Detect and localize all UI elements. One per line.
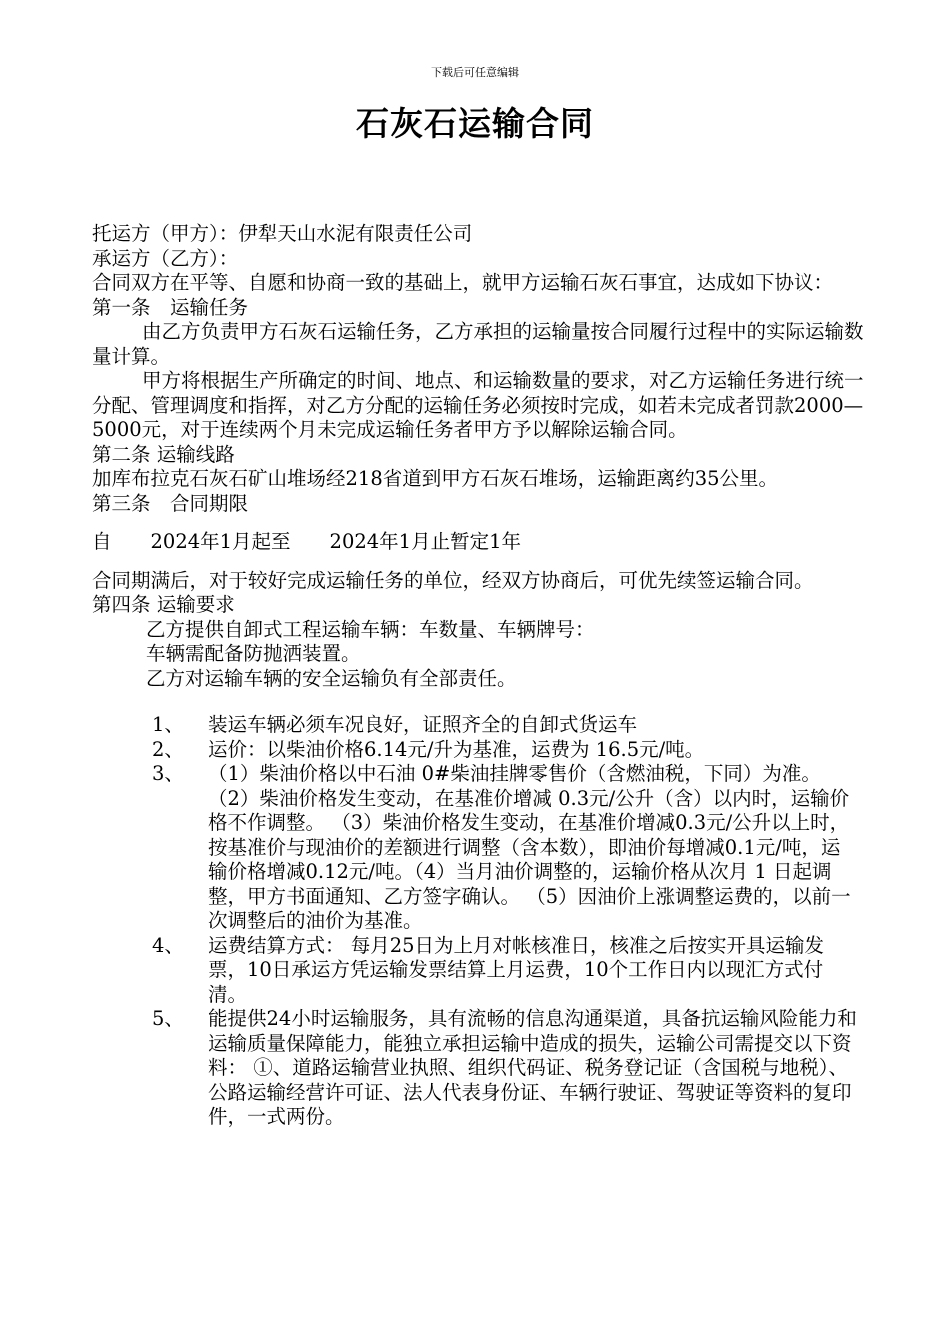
article-4-heading: 第四条 运输要求 <box>92 593 235 616</box>
list-item <box>92 738 872 763</box>
list-item-number: 5、 <box>152 1007 184 1030</box>
list-item <box>92 934 872 1008</box>
article-4-line-3: 乙方对运输车辆的安全运输负有全部责任。 <box>146 666 517 690</box>
contract-body <box>92 222 872 1130</box>
article-4-line-2: 车辆需配备防抛洒装置。 <box>146 642 361 665</box>
header-note: 下载后可任意编辑 <box>431 66 519 79</box>
list-item-text: 运费结算方式： 每月25日为上月对帐核准日，核准之后按实开具运输发票，10日承运方凭运输发票结算上月运费，10个工作日内以现汇方式付清。 <box>208 933 825 1006</box>
list-item <box>92 762 872 934</box>
article-4-line-1: 乙方提供自卸式工程运输车辆：车数量、车辆牌号： <box>146 617 595 641</box>
article-3-heading: 第三条 合同期限 <box>92 491 249 515</box>
list-item-number: 3、 <box>152 762 184 785</box>
list-item-text: 能提供24小时运输服务，具有流畅的信息沟通渠道，具备抗运输风险能力和运输质量保障能力，能独立承担运输中造成的损失，运输公司需提交以下资料： ①、道路运输营业执照、组织代码证、税务登记证（含国税与地税）、公路运输经营许可证、法人代表身份证、车辆行驶证、驾驶证等资料的复印件，一式两份。 <box>208 1007 857 1128</box>
article-3-paragraph-1: 合同期满后，对于较好完成运输任务的单位，经双方协商后，可优先续签运输合同。 <box>92 568 814 592</box>
list-item-number: 2、 <box>152 737 184 761</box>
article-1-paragraph-1: 由乙方负责甲方石灰石运输任务，乙方承担的运输量按合同履行过程中的实际运输数量计算。 <box>92 320 864 368</box>
list-item-number: 1、 <box>152 713 184 736</box>
intro-paragraph: 合同双方在平等、自愿和协商一致的基础上，就甲方运输石灰石事宜，达成如下协议： <box>92 271 834 294</box>
spacer <box>92 691 872 713</box>
article-1-paragraph-2: 甲方将根据生产所确定的时间、地点、和运输数量的要求，对乙方运输任务进行统一分配、管理调度和指挥，对乙方分配的运输任务必须按时完成，如若未完成者罚款2000—5000元，对于连续两个月未完成运输任务者甲方予以解除运输合同。 <box>92 369 864 441</box>
list-item <box>92 713 872 738</box>
article-2-heading: 第二条 运输线路 <box>92 442 235 466</box>
list-item-number: 4、 <box>152 933 184 957</box>
party-b-line: 承运方（乙方）： <box>92 246 239 270</box>
spacer <box>92 555 872 569</box>
document-title: 石灰石运输合同 <box>356 104 594 143</box>
list-item-text: 运价：以柴油价格6.14元/升为基准，运费为 16.5元/吨。 <box>208 737 705 761</box>
list-item-text: （1）柴油价格以中石油 0#柴油挂牌零售价（含燃油税，下同）为准。 （2）柴油价格发生变动，在基准价增减 0.3元/公升（含）以内时，运输价格不作调整。 （3）柴油价格发生变动，在基准价增减0.3元/公升以上时，按基准价与现油价的差额进行调整（含本数），即油价每增减0.1元/吨，运输价格增减0.12元/吨。（4）当月油价调整的，运输价格从次月 1 日起调整，甲方书面通知、乙方签字确认。 （5）因油价上涨调整运费的，以前一次调整后的油价为基准。 <box>208 762 851 932</box>
article-2-paragraph-1: 加库布拉克石灰石矿山堆场经218省道到甲方石灰石堆场，运输距离约35公里。 <box>92 467 779 490</box>
contract-period: 自 2024年1月起至 2024年1月止暂定1年 <box>92 530 521 553</box>
list-item <box>92 1007 872 1130</box>
list-item-text: 装运车辆必须车况良好，证照齐全的自卸式货运车 <box>208 713 638 736</box>
spacer <box>92 516 872 530</box>
article-1-heading: 第一条 运输任务 <box>92 295 249 319</box>
party-a-line: 托运方（甲方）：伊犁天山水泥有限责任公司 <box>92 222 473 245</box>
